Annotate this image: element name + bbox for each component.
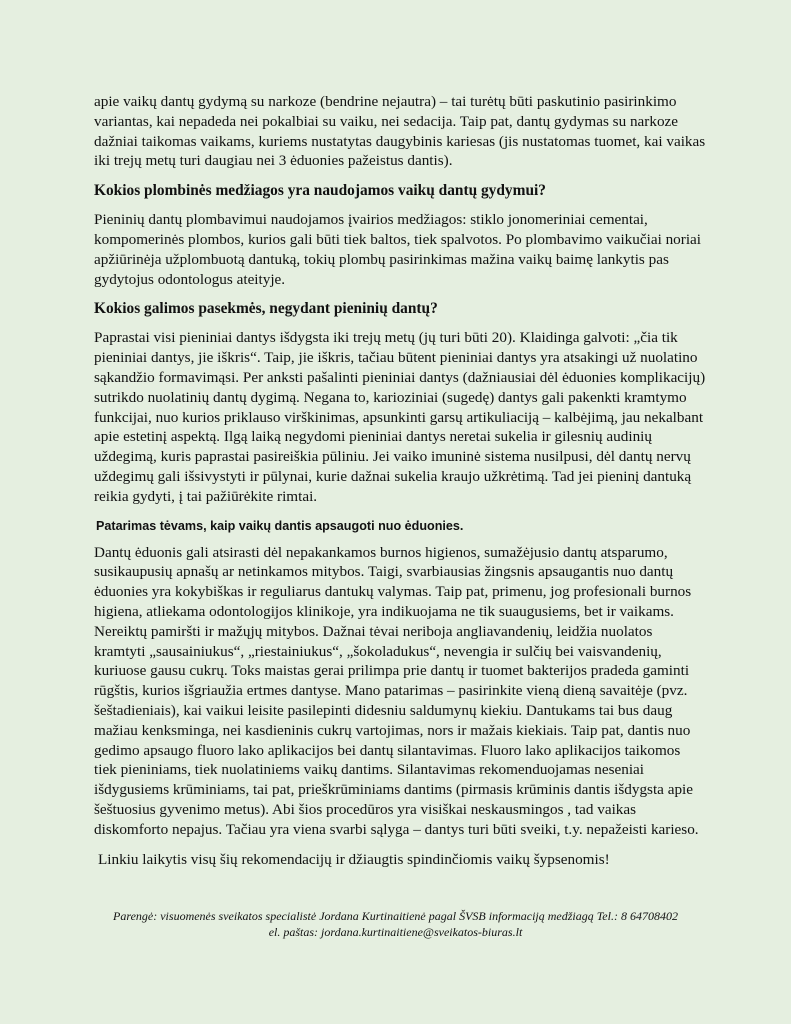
section-heading-fillings: Kokios plombinės medžiagos yra naudojamos vaikų dantų gydymui? — [94, 182, 546, 200]
closing-line: Linkiu laikytis visų šių rekomendacijų ir džiaugtis spindinčiomis vaikų šypsenomis! — [98, 850, 610, 868]
section-heading-advice: Patarimas tėvams, kaip vaikų dantis apsaugoti nuo ėduonies. — [96, 518, 464, 533]
paragraph-consequences: Paprastai visi pieniniai dantys išdygsta iki trejų metų (jų turi būti 20). Klaidinga galvoti: „čia tik pieniniai dantys, jie iškris“. Taip, jie iškris, tačiau būtent pieniniai dantys yra atsakingi už nuolatino sąkandžio formavimąsi. Per anksti pašalinti pieniniai dantys (dažniausiai dėl ėduonies komplikacijų) sutrikdo nuolatinių dantų dygimą. Negana to, karioziniai (sugedę) dantys gali pakenkti kramtymo funkcijai, nuo kurios priklauso virškinimas, apsunkinti garsų artikuliaciją – kalbėjimą, jau nekalbant apie estetinį aspektą. Ilgą laiką negydomi pieniniai dantys neretai sukelia ir gilesnių audinių uždegimą, kuris paprastai pasireiškia pūliniu. Jei vaiko imuninė sistema nusilpusi, dėl dantų nervų uždegimų gali išsivystyti ir pūlynai, kurie dažnai sukelia kraujo užkrėtimą. Tad jei pieninį dantuką reikia gydyti, į tai pažiūrėkite rimtai. — [94, 329, 706, 505]
footer-email-line: el. paštas: jordana.kurtinaitiene@sveikatos-biuras.lt — [268, 925, 523, 939]
intro-paragraph: apie vaikų dantų gydymą su narkoze (bendrine nejautra) – tai turėtų būti paskutinio pasirinkimo variantas, kai nepadeda nei pokalbiai su vaiku, nei sedacija. Taip pat, dantų gydymas su narkoze dažniai taikomas vaikams, kuriems nustatytas daugybinis kariesas (jis nustatomas tuomet, kai vaikas iki trejų metų turi daugiau nei 3 ėduonies pažeistus dantis). — [94, 93, 706, 170]
document-body — [94, 92, 706, 869]
footer-author-line: Parengė: visuomenės sveikatos specialistė Jordana Kurtinaitienė pagal ŠVSB informaciją medžiagą Tel.: 8 64708402 — [113, 909, 678, 923]
section-heading-consequences: Kokios galimos pasekmės, negydant pieninių dantų? — [94, 300, 438, 318]
paragraph-fillings: Pieninių dantų plombavimui naudojamos įvairios medžiagos: stiklo jonomeriniai cementai, kompomerinės plombos, kurios gali būti tiek baltos, tiek spalvotos. Po plombavimo vaikučiai noriai apžiūrinėja užplombuotą dantuką, tokių plombų pasirinkimas mažina vaikų baimę lankytis pas gydytojus odontologus ateityje. — [94, 211, 702, 288]
footer — [0, 908, 791, 940]
paragraph-advice: Dantų ėduonis gali atsirasti dėl nepakankamos burnos higienos, sumažėjusio dantų atsparumo, susikaupusių apnašų ar netinkamos mitybos. Taigi, svarbiausias žingsnis apsaugantis nuo dantų ėduonies yra kokybiškas ir reguliarus dantukų valymas. Taip pat, primenu, jog profesionali burnos higiena, atliekama odontologijos klinikoje, yra indikuojama ne tik suaugusiems, bet ir vaikams. Nereiktų pamiršti ir mažųjų mitybos. Dažnai tėvai neriboja angliavandenių, leidžia nuolatos kramtyti „sausainiukus“, „riestainiukus“, „šokoladukus“, nevengia ir sulčių bei vaisvandenių, kuriuose gausu cukrų. Toks maistas gerai prilimpa prie dantų ir tuomet bakterijos pradeda gaminti rūgštis, kurios išgriaužia ertmes dantyse. Mano patarimas – pasirinkite vieną dieną savaitėje (pvz. šeštadieniais), kai vaikui leisite pasilepinti didesniu saldumynų kiekiu. Dantukams tai bus daug mažiau kenksminga, nei kasdieninis cukrų vartojimas, nors ir mažais kiekiais. Taip pat, dantis nuo gedimo apsaugo fluoro lako aplikacijos bei dantų silantavimas. Fluoro lako aplikacijos taikomos tiek pieniniams, tiek nuolatiniems vaikų dantims. Silantavimas rekomenduojamas neseniai išdygusiems krūminiams, tai pat, prieškrūminiams dantims (pirmasis krūminis dantis išdygsta apie šeštuosius gyvenimo metus). Abi šios procedūros yra visiškai neskausmingos , tad vaikas diskomforto nepajus. Tačiau yra viena svarbi sąlyga – dantys turi būti sveiki, t.y. nepažeisti karieso. — [94, 543, 699, 838]
